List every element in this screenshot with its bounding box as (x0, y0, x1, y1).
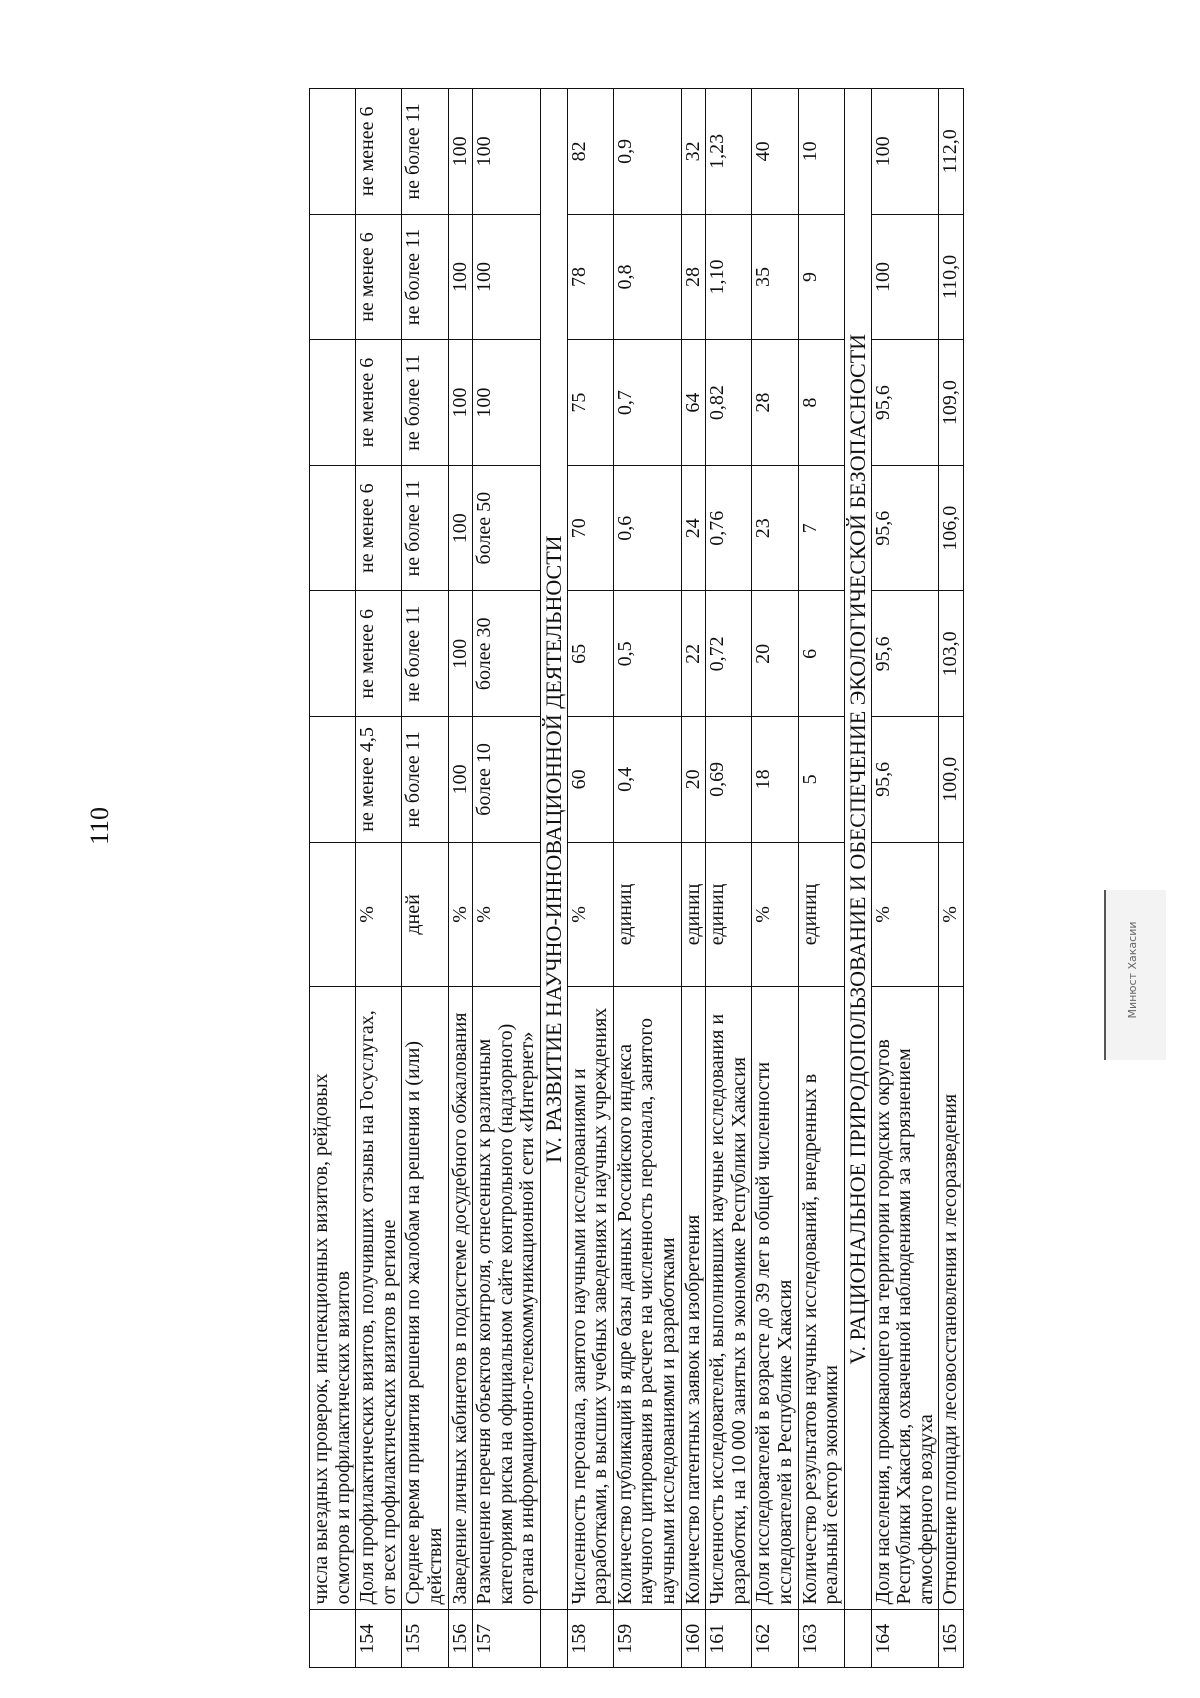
stamp (1104, 890, 1166, 1060)
value-cell: 60 (567, 717, 613, 843)
value-cell: не менее 4,5 (356, 717, 402, 843)
value-cell: 100 (473, 214, 541, 340)
indicator-name: Количество патентных заявок на изобретения (681, 987, 706, 1610)
value-cell: более 30 (473, 591, 541, 717)
value-cell: не менее 6 (356, 89, 402, 215)
row-number: 161 (706, 1610, 752, 1668)
value-cell: 78 (567, 214, 613, 340)
value-cell (310, 591, 356, 717)
value-cell: 28 (752, 340, 798, 466)
value-cell: не более 11 (402, 717, 448, 843)
indicator-name: Заведение личных кабинетов в подсистеме досудебного обжалования (448, 987, 473, 1610)
unit-cell: % (939, 842, 964, 986)
value-cell: не более 11 (402, 465, 448, 591)
value-cell: 0,8 (613, 214, 681, 340)
unit-cell: % (567, 842, 613, 986)
row-number: 156 (448, 1610, 473, 1668)
value-cell: 0,5 (613, 591, 681, 717)
value-cell: 20 (681, 717, 706, 843)
value-cell: 20 (752, 591, 798, 717)
indicators-table (309, 88, 964, 1668)
value-cell (310, 717, 356, 843)
section-title: V. РАЦИОНАЛЬНОЕ ПРИРОДОПОЛЬЗОВАНИЕ И ОБЕСПЕЧЕНИЕ ЭКОЛОГИЧЕСКОЙ БЕЗОПАСНОСТИ (844, 89, 871, 1610)
value-cell: 7 (798, 465, 844, 591)
table-row (939, 89, 964, 1668)
value-cell: 106,0 (939, 465, 964, 591)
table-row (310, 89, 356, 1668)
unit-cell: % (356, 842, 402, 986)
stamp-text: Минюст Хакасии (1126, 921, 1139, 1019)
value-cell: 0,4 (613, 717, 681, 843)
table-row (752, 89, 798, 1668)
value-cell: 100 (473, 89, 541, 215)
section-title: IV. РАЗВИТИЕ НАУЧНО-ИННОВАЦИОННОЙ ДЕЯТЕЛЬНОСТИ (540, 89, 567, 1610)
indicator-name: Доля исследователей в возрасте до 39 лет в общей численности исследователей в Республике Хакасия (752, 987, 798, 1610)
unit-cell: % (871, 842, 939, 986)
unit-cell (310, 842, 356, 986)
unit-cell: единиц (681, 842, 706, 986)
value-cell: 1,23 (706, 89, 752, 215)
value-cell: 100 (448, 214, 473, 340)
value-cell: более 10 (473, 717, 541, 843)
table-row (613, 89, 681, 1668)
unit-cell: % (752, 842, 798, 986)
row-number: 154 (356, 1610, 402, 1668)
unit-cell: % (473, 842, 541, 986)
value-cell: не более 11 (402, 340, 448, 466)
indicator-name: Численность исследователей, выполнивших научные исследования и разработки, на 10 000 занятых в экономике Республики Хакасия (706, 987, 752, 1610)
value-cell: 0,82 (706, 340, 752, 466)
section-row (540, 89, 567, 1668)
section-number-cell (844, 1610, 871, 1668)
value-cell: 82 (567, 89, 613, 215)
value-cell (310, 340, 356, 466)
unit-cell: единиц (798, 842, 844, 986)
value-cell: 22 (681, 591, 706, 717)
value-cell: 32 (681, 89, 706, 215)
section-row (844, 89, 871, 1668)
value-cell: 64 (681, 340, 706, 466)
value-cell: 100 (448, 340, 473, 466)
value-cell: 10 (798, 89, 844, 215)
value-cell: 40 (752, 89, 798, 215)
value-cell: 109,0 (939, 340, 964, 466)
value-cell: 95,6 (871, 465, 939, 591)
row-number (310, 1610, 356, 1668)
unit-cell: единиц (706, 842, 752, 986)
indicator-name: Доля профилактических визитов, получивших отзывы на Госуслугах, от всех профилактических визитов в регионе (356, 987, 402, 1610)
value-cell: 23 (752, 465, 798, 591)
table-row (356, 89, 402, 1668)
table-row (681, 89, 706, 1668)
value-cell: не менее 6 (356, 591, 402, 717)
value-cell: 8 (798, 340, 844, 466)
row-number: 165 (939, 1610, 964, 1668)
value-cell: 9 (798, 214, 844, 340)
row-number: 157 (473, 1610, 541, 1668)
indicator-name: Количество результатов научных исследований, внедренных в реальный сектор экономики (798, 987, 844, 1610)
row-number: 164 (871, 1610, 939, 1668)
value-cell: не менее 6 (356, 214, 402, 340)
value-cell: 100 (871, 89, 939, 215)
value-cell: 18 (752, 717, 798, 843)
unit-cell: % (448, 842, 473, 986)
value-cell: 100 (448, 465, 473, 591)
indicator-name: Доля населения, проживающего на территории городских округов Республики Хакасия, охваченной наблюдениями за загрязнением атмосферного воздуха (871, 987, 939, 1610)
value-cell: не менее 6 (356, 465, 402, 591)
indicator-name: Среднее время принятия решения по жалобам на решения и (или) действия (402, 987, 448, 1610)
value-cell: не более 11 (402, 591, 448, 717)
value-cell: не менее 6 (356, 340, 402, 466)
value-cell: 0,72 (706, 591, 752, 717)
indicator-name: Количество публикаций в ядре базы данных Российского индекса научного цитирования в расчете на численность персонала, занятого научными исследованиями и разработками (613, 987, 681, 1610)
value-cell: 100 (448, 591, 473, 717)
value-cell: 95,6 (871, 591, 939, 717)
value-cell: 5 (798, 717, 844, 843)
value-cell: 70 (567, 465, 613, 591)
indicator-name: Отношение площади лесовосстановления и лесоразведения (939, 987, 964, 1610)
value-cell: 24 (681, 465, 706, 591)
value-cell: 100 (473, 340, 541, 466)
row-number: 160 (681, 1610, 706, 1668)
row-number: 158 (567, 1610, 613, 1668)
section-number-cell (540, 1610, 567, 1668)
value-cell (310, 214, 356, 340)
value-cell: 112,0 (939, 89, 964, 215)
value-cell: 100 (871, 214, 939, 340)
value-cell: 28 (681, 214, 706, 340)
value-cell: не более 11 (402, 89, 448, 215)
value-cell: 35 (752, 214, 798, 340)
value-cell: 95,6 (871, 340, 939, 466)
value-cell: 65 (567, 591, 613, 717)
table-row (448, 89, 473, 1668)
rotated-table-container (309, 88, 1200, 1668)
indicator-name: Размещение перечня объектов контроля, отнесенных к различным категориям риска на официальном сайте контрольного (надзорного) органа в информационно-телекоммуникационной сети «Интернет» (473, 987, 541, 1610)
unit-cell: дней (402, 842, 448, 986)
value-cell: 6 (798, 591, 844, 717)
value-cell: 110,0 (939, 214, 964, 340)
row-number: 163 (798, 1610, 844, 1668)
value-cell (310, 89, 356, 215)
value-cell: 75 (567, 340, 613, 466)
page-number: 110 (85, 806, 114, 846)
table-row (567, 89, 613, 1668)
value-cell: 0,6 (613, 465, 681, 591)
row-number: 162 (752, 1610, 798, 1668)
value-cell: более 50 (473, 465, 541, 591)
table-row (706, 89, 752, 1668)
value-cell: не более 11 (402, 214, 448, 340)
unit-cell: единиц (613, 842, 681, 986)
indicator-name: Численность персонала, занятого научными исследованиями и разработками, в высших учебных заведениях и научных учреждениях (567, 987, 613, 1610)
indicator-name: числа выездных проверок, инспекционных визитов, рейдовых осмотров и профилактических визитов (310, 987, 356, 1610)
table-row (871, 89, 939, 1668)
value-cell: 0,69 (706, 717, 752, 843)
value-cell: 0,76 (706, 465, 752, 591)
value-cell: 95,6 (871, 717, 939, 843)
value-cell: 100 (448, 89, 473, 215)
value-cell (310, 465, 356, 591)
value-cell: 0,7 (613, 340, 681, 466)
row-number: 155 (402, 1610, 448, 1668)
value-cell: 103,0 (939, 591, 964, 717)
table-row (798, 89, 844, 1668)
table-row (473, 89, 541, 1668)
table-row (402, 89, 448, 1668)
value-cell: 100 (448, 717, 473, 843)
value-cell: 1,10 (706, 214, 752, 340)
row-number: 159 (613, 1610, 681, 1668)
value-cell: 0,9 (613, 89, 681, 215)
value-cell: 100,0 (939, 717, 964, 843)
